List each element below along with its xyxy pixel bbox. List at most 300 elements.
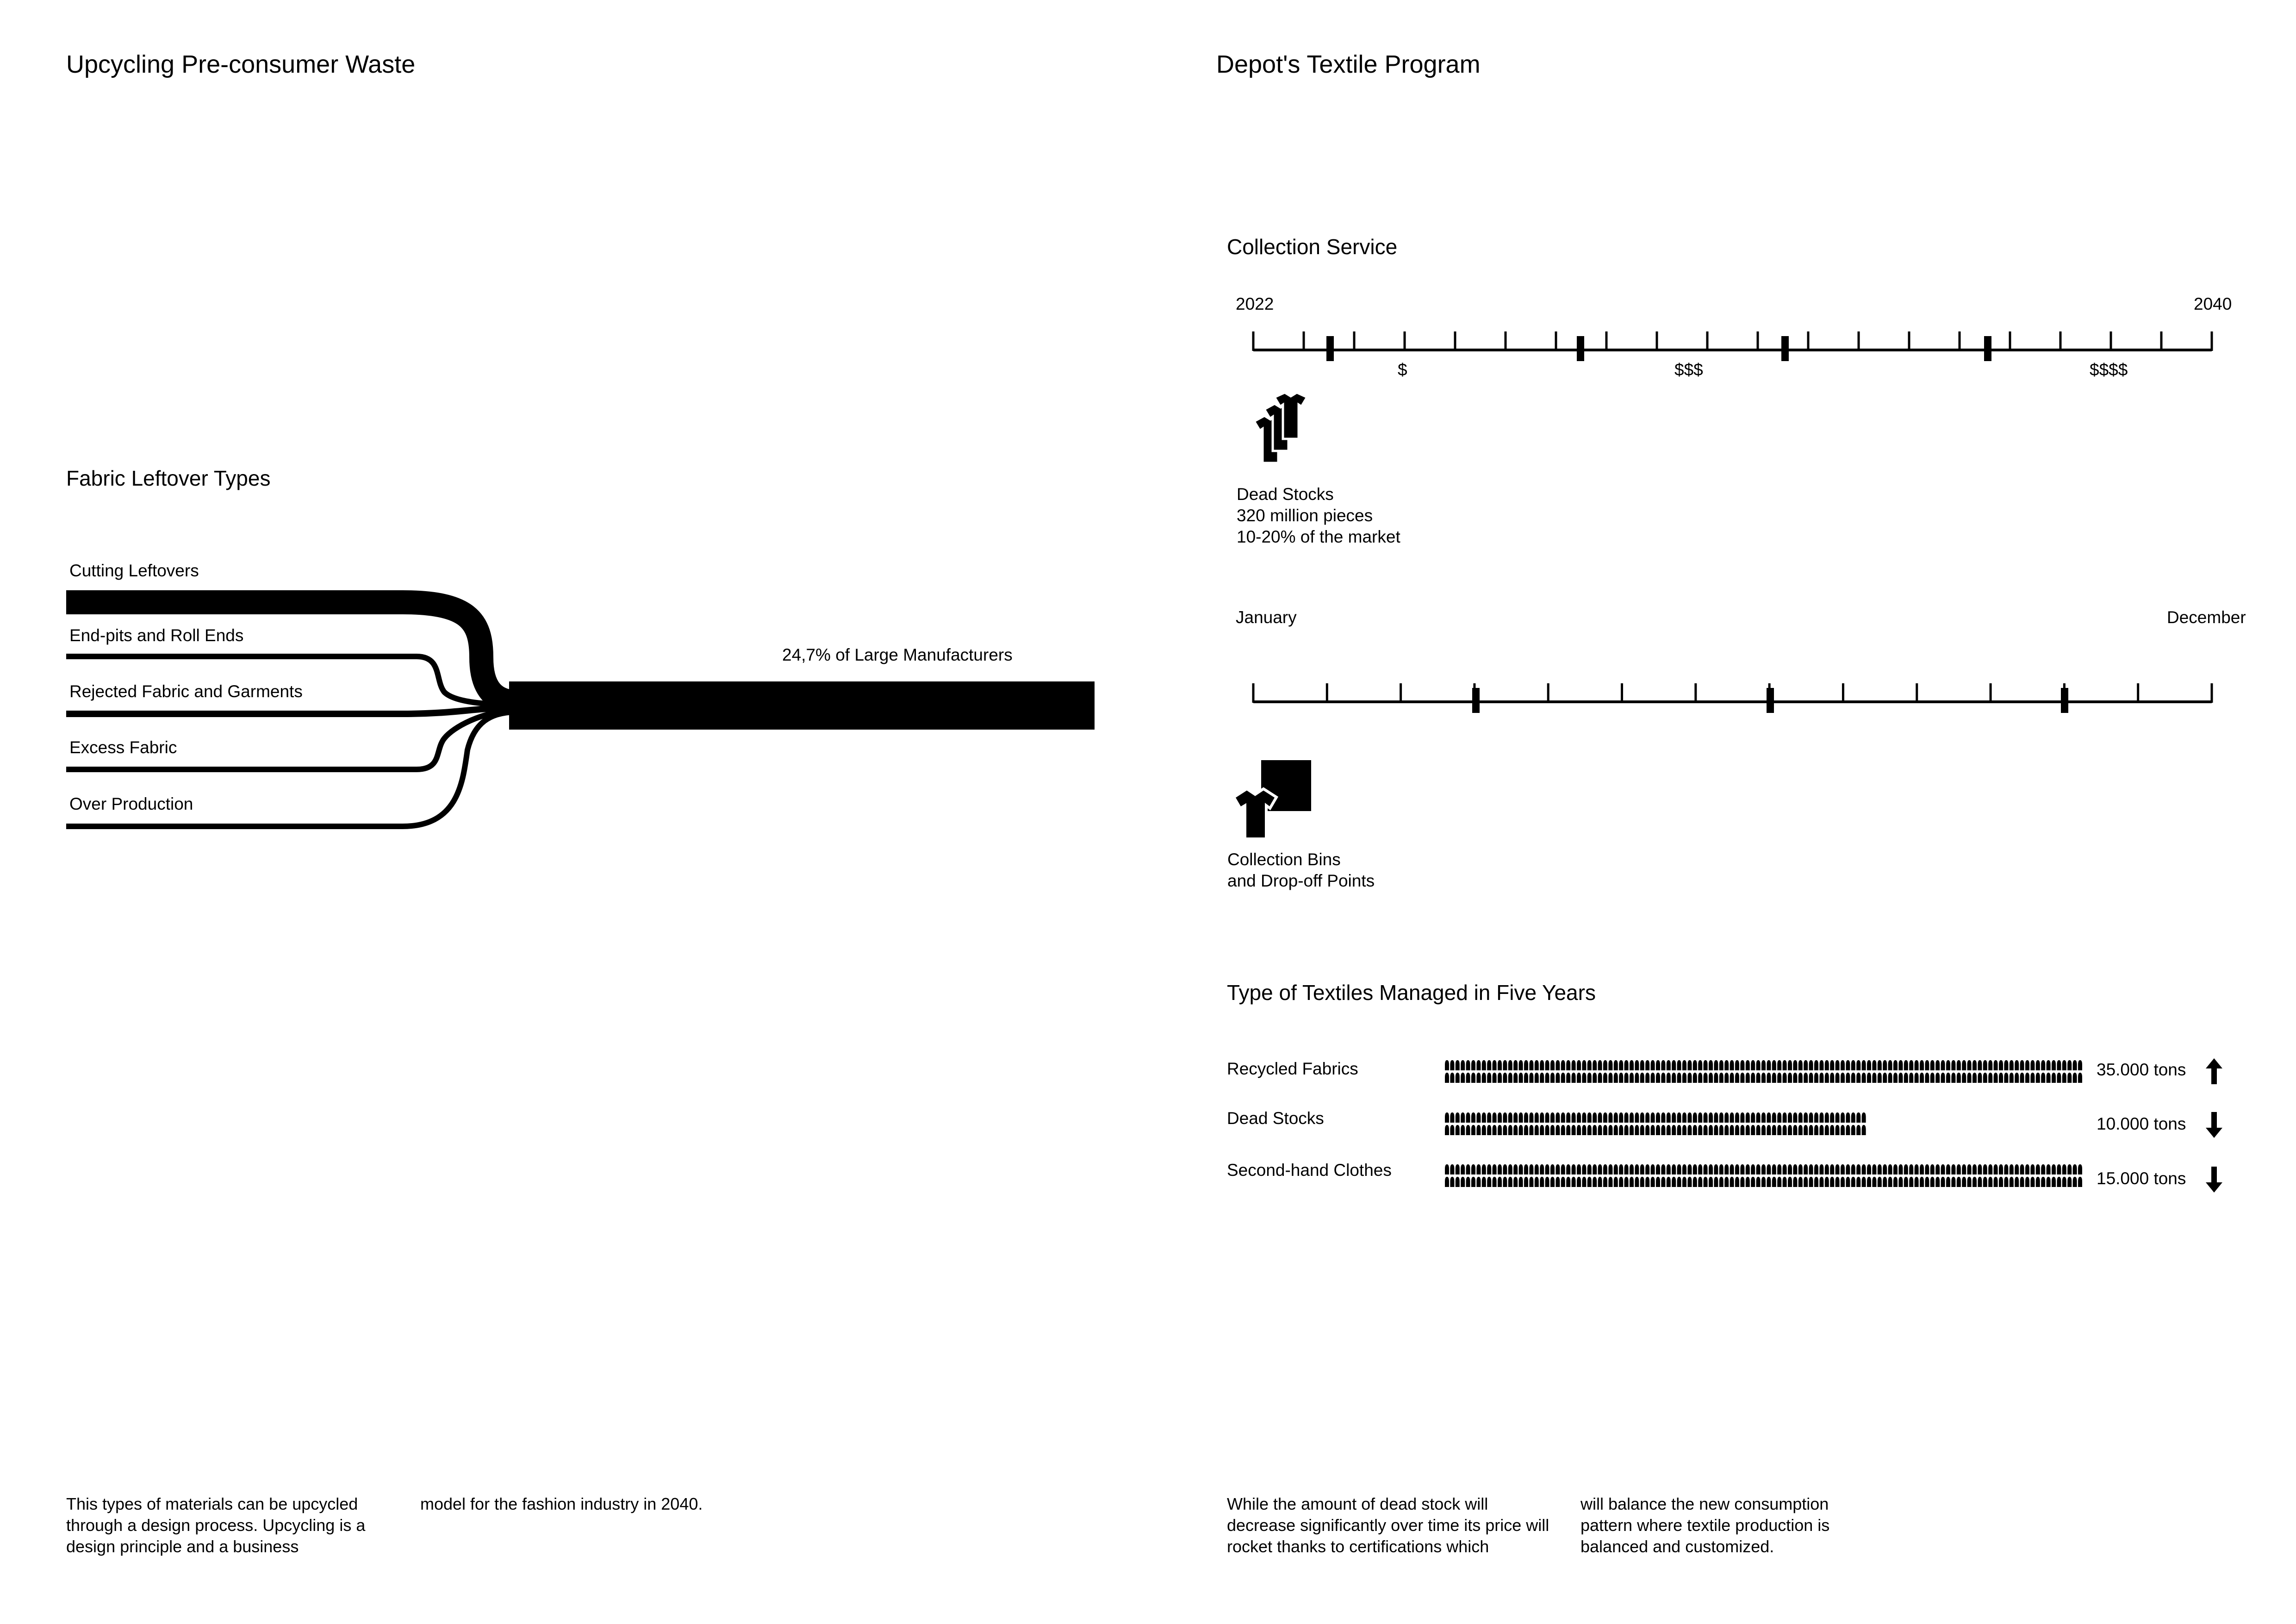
person-icon [1519,1073,1523,1083]
pictograph-row [1445,1164,2082,1187]
person-icon [1788,1164,1792,1174]
person-icon [1972,1164,1977,1174]
person-icon [1587,1073,1592,1083]
person-icon [1445,1112,1449,1123]
person-icon [1714,1060,1718,1070]
person-icon [1640,1125,1644,1135]
person-icon [1614,1060,1618,1070]
person-icon [1687,1125,1692,1135]
person-icon [1640,1060,1644,1070]
person-icon [1456,1125,1460,1135]
person-icon [1656,1112,1660,1123]
person-icon [1836,1060,1840,1070]
person-icon [1640,1073,1644,1083]
person-icon [1687,1164,1692,1174]
person-icon [1730,1177,1734,1187]
person-icon [1983,1060,1987,1070]
person-icon [1846,1164,1850,1174]
person-icon [1608,1125,1612,1135]
person-icon [1746,1125,1750,1135]
section-title-fabric-leftover: Fabric Leftover Types [66,466,271,490]
person-icon [1709,1060,1713,1070]
person-icon [1524,1112,1528,1123]
person-icon [1756,1177,1761,1187]
person-icon [1761,1073,1766,1083]
person-icon [1693,1112,1697,1123]
person-icon [1614,1125,1618,1135]
person-icon [2020,1177,2024,1187]
person-icon [1804,1073,1808,1083]
person-icon [1935,1177,1940,1187]
person-icon [1445,1125,1449,1135]
person-icon [2015,1177,2019,1187]
person-icon [1804,1177,1808,1187]
person-icon [1767,1164,1771,1174]
person-icon [1529,1177,1533,1187]
person-icon [1714,1164,1718,1174]
person-icon [1476,1164,1481,1174]
person-icon [1793,1073,1797,1083]
person-icon [1619,1177,1623,1187]
person-icon [1461,1073,1465,1083]
person-icon [1872,1073,1876,1083]
person-icon [2062,1164,2066,1174]
person-icon [1735,1177,1739,1187]
person-icon [2078,1073,2082,1083]
person-icon [1740,1112,1744,1123]
person-icon [1804,1125,1808,1135]
person-icon [2067,1177,2072,1187]
person-icon [1957,1177,1961,1187]
person-icon [1925,1060,1929,1070]
person-icon [2073,1073,2077,1083]
person-icon [1925,1073,1929,1083]
person-icon [1735,1164,1739,1174]
person-icon [1566,1164,1570,1174]
person-icon [1930,1073,1935,1083]
person-icon [1704,1073,1708,1083]
person-icon [1994,1177,1998,1187]
person-icon [1851,1060,1855,1070]
person-icon [1709,1112,1713,1123]
person-icon [1677,1060,1681,1070]
person-icon [1619,1125,1623,1135]
timeline1-price-mark: $$$$ [2090,360,2128,379]
person-icon [1851,1125,1855,1135]
person-icon [1909,1073,1913,1083]
person-icon [1672,1060,1676,1070]
person-icon [1730,1060,1734,1070]
person-icon [1841,1112,1845,1123]
person-icon [1471,1164,1475,1174]
person-icon [1667,1125,1671,1135]
person-icon [1983,1177,1987,1187]
person-icon [1698,1112,1702,1123]
person-icon [1508,1060,1512,1070]
person-icon [1714,1112,1718,1123]
person-icon [1724,1060,1729,1070]
person-icon [1577,1060,1581,1070]
textile-row-value: 15.000 tons [2097,1169,2186,1188]
person-icon [1682,1177,1686,1187]
person-icon [1487,1125,1491,1135]
person-icon [1471,1112,1475,1123]
person-icon [1898,1177,1903,1187]
person-icon [1471,1125,1475,1135]
person-icon [1614,1177,1618,1187]
person-icon [1550,1164,1555,1174]
person-icon [1730,1164,1734,1174]
person-icon [1445,1177,1449,1187]
person-icon [1836,1177,1840,1187]
person-icon [1994,1060,1998,1070]
person-icon [1513,1125,1518,1135]
person-icon [1867,1177,1871,1187]
person-icon [1635,1073,1639,1083]
person-icon [1772,1125,1776,1135]
person-icon [1598,1164,1602,1174]
person-icon [1598,1112,1602,1123]
person-icon [1482,1112,1486,1123]
person-icon [1624,1164,1629,1174]
person-icon [1656,1073,1660,1083]
person-icon [1603,1112,1607,1123]
person-icon [1587,1112,1592,1123]
person-icon [1946,1060,1950,1070]
person-icon [1819,1125,1823,1135]
person-icon [1988,1073,1992,1083]
arrow-down-icon [2205,1112,2223,1138]
person-icon [1809,1112,1813,1123]
person-icon [1930,1164,1935,1174]
person-icon [2036,1177,2040,1187]
person-icon [1450,1060,1454,1070]
textile-row-label: Second-hand Clothes [1227,1161,1392,1180]
person-icon [1946,1073,1950,1083]
person-icon [1450,1125,1454,1135]
person-icon [2030,1164,2035,1174]
person-icon [1809,1060,1813,1070]
caption-left-col2: model for the fashion industry in 2040. [420,1494,703,1513]
person-icon [1524,1125,1528,1135]
person-icon [1524,1164,1528,1174]
person-icon [1978,1177,1982,1187]
person-icon [1756,1073,1761,1083]
person-icon [1777,1164,1781,1174]
person-icon [1572,1060,1576,1070]
person-icon [1994,1073,1998,1083]
person-icon [2010,1060,2014,1070]
person-icon [1814,1073,1818,1083]
person-icon [1640,1177,1644,1187]
person-icon [1682,1060,1686,1070]
person-icon [1883,1177,1887,1187]
person-icon [2047,1177,2051,1187]
person-icon [1767,1177,1771,1187]
person-icon [1809,1164,1813,1174]
person-icon [2062,1177,2066,1187]
person-icon [1714,1125,1718,1135]
person-icon [1656,1060,1660,1070]
person-icon [1867,1164,1871,1174]
person-icon [1830,1112,1834,1123]
person-icon [1545,1060,1549,1070]
person-icon [1614,1164,1618,1174]
bins-title: Collection Bins [1227,850,1341,869]
person-icon [1498,1164,1502,1174]
person-icon [1841,1125,1845,1135]
person-icon [1587,1177,1592,1187]
person-icon [1709,1177,1713,1187]
person-icon [2036,1060,2040,1070]
person-icon [2073,1177,2077,1187]
person-icon [2025,1073,2029,1083]
person-icon [1783,1073,1787,1083]
caption-right-col1: While the amount of dead stock will decrease significantly over time its price will rocket thanks to certifications which [1227,1494,1549,1556]
person-icon [1561,1125,1565,1135]
person-icon [1735,1125,1739,1135]
person-icon [1862,1177,1866,1187]
person-icon [1719,1164,1724,1174]
person-icon [1978,1060,1982,1070]
person-icon [2078,1060,2082,1070]
sankey-source-label: Cutting Leftovers [69,561,199,580]
person-icon [1577,1073,1581,1083]
person-icon [1724,1073,1729,1083]
person-icon [1503,1073,1507,1083]
person-icon [1456,1177,1460,1187]
person-icon [1825,1112,1829,1123]
person-icon [1846,1073,1850,1083]
person-icon [2047,1060,2051,1070]
person-icon [1783,1164,1787,1174]
person-icon [2041,1164,2045,1174]
person-icon [1651,1125,1655,1135]
person-icon [1498,1125,1502,1135]
person-icon [2067,1164,2072,1174]
person-icon [1751,1112,1755,1123]
person-icon [2020,1164,2024,1174]
person-icon [1593,1125,1597,1135]
person-icon [1508,1073,1512,1083]
person-icon [1556,1060,1560,1070]
person-icon [1682,1125,1686,1135]
person-icon [1746,1177,1750,1187]
person-icon [1524,1177,1528,1187]
person-icon [1830,1060,1834,1070]
person-icon [1972,1060,1977,1070]
person-icon [1957,1073,1961,1083]
person-icon [1645,1164,1649,1174]
person-icon [1872,1164,1876,1174]
person-icon [1556,1112,1560,1123]
person-icon [1535,1112,1539,1123]
person-icon [1540,1177,1544,1187]
pictograph-row [1445,1112,1866,1135]
person-icon [1587,1164,1592,1174]
person-icon [1967,1073,1972,1083]
person-icon [1862,1112,1866,1123]
person-icon [1667,1073,1671,1083]
person-icon [1951,1060,1955,1070]
person-icon [1566,1125,1570,1135]
person-icon [1761,1164,1766,1174]
person-icon [1561,1112,1565,1123]
person-icon [1851,1073,1855,1083]
person-icon [1582,1073,1586,1083]
person-icon [1704,1125,1708,1135]
person-icon [1772,1112,1776,1123]
person-icon [1476,1177,1481,1187]
person-icon [1556,1125,1560,1135]
person-icon [1540,1073,1544,1083]
person-icon [1740,1177,1744,1187]
person-icon [1508,1125,1512,1135]
person-icon [1724,1177,1729,1187]
person-icon [2073,1164,2077,1174]
person-icon [1619,1164,1623,1174]
person-icon [1461,1164,1465,1174]
person-icon [1466,1125,1470,1135]
timeline1-start-label: 2022 [1236,294,1274,313]
person-icon [1893,1177,1898,1187]
person-icon [1962,1060,1966,1070]
person-icon [1545,1164,1549,1174]
person-icon [1836,1073,1840,1083]
person-icon [1941,1177,1945,1187]
person-icon [1841,1164,1845,1174]
person-icon [1672,1112,1676,1123]
person-icon [1461,1177,1465,1187]
person-icon [1777,1060,1781,1070]
person-icon [1751,1164,1755,1174]
person-icon [1751,1177,1755,1187]
person-icon [2041,1073,2045,1083]
person-icon [1909,1060,1913,1070]
person-icon [1893,1164,1898,1174]
person-icon [1519,1125,1523,1135]
person-icon [1704,1060,1708,1070]
person-icon [1687,1060,1692,1070]
person-icon [1893,1073,1898,1083]
person-icon [1719,1112,1724,1123]
person-icon [1783,1060,1787,1070]
person-icon [1983,1164,1987,1174]
person-icon [1904,1164,1908,1174]
person-icon [1608,1164,1612,1174]
person-icon [1450,1164,1454,1174]
person-icon [1493,1060,1497,1070]
person-icon [1836,1164,1840,1174]
person-icon [1904,1177,1908,1187]
person-icon [2036,1073,2040,1083]
person-icon [1503,1060,1507,1070]
person-icon [1540,1112,1544,1123]
person-icon [1883,1060,1887,1070]
person-icon [1661,1073,1665,1083]
person-icon [2062,1073,2066,1083]
person-icon [1951,1073,1955,1083]
person-icon [1883,1073,1887,1083]
person-icon [1619,1073,1623,1083]
person-icon [1709,1073,1713,1083]
person-icon [1572,1112,1576,1123]
person-icon [1550,1112,1555,1123]
person-icon [1846,1125,1850,1135]
section-title-textiles: Type of Textiles Managed in Five Years [1227,981,1596,1005]
person-icon [1920,1177,1924,1187]
person-icon [1788,1112,1792,1123]
dead-stocks-count: 320 million pieces [1237,506,1373,525]
person-icon [2078,1177,2082,1187]
person-icon [1693,1177,1697,1187]
person-icon [1862,1125,1866,1135]
person-icon [1593,1060,1597,1070]
person-icon [2010,1177,2014,1187]
person-icon [1788,1177,1792,1187]
person-icon [1550,1177,1555,1187]
person-icon [1540,1125,1544,1135]
person-icon [1999,1177,2003,1187]
person-icon [1830,1164,1834,1174]
person-icon [1529,1060,1533,1070]
person-icon [1883,1164,1887,1174]
person-icon [1756,1164,1761,1174]
person-icon [1603,1164,1607,1174]
person-icon [1535,1164,1539,1174]
person-icon [1772,1164,1776,1174]
person-icon [1687,1112,1692,1123]
person-icon [1582,1164,1586,1174]
person-icon [1513,1164,1518,1174]
person-icon [1661,1060,1665,1070]
person-icon [1698,1073,1702,1083]
person-icon [1719,1125,1724,1135]
bins-subtitle: and Drop-off Points [1227,871,1375,890]
person-icon [1819,1060,1823,1070]
textile-row-value: 35.000 tons [2097,1060,2186,1079]
person-icon [2030,1060,2035,1070]
person-icon [1709,1164,1713,1174]
person-icon [1819,1177,1823,1187]
person-icon [1888,1177,1892,1187]
person-icon [1693,1060,1697,1070]
person-icon [2041,1177,2045,1187]
person-icon [1920,1164,1924,1174]
person-icon [1751,1125,1755,1135]
person-icon [1635,1112,1639,1123]
person-icon [1867,1060,1871,1070]
person-icon [1635,1125,1639,1135]
person-icon [1951,1177,1955,1187]
person-icon [1482,1060,1486,1070]
person-icon [1915,1060,1919,1070]
person-icon [1466,1060,1470,1070]
person-icon [1550,1125,1555,1135]
person-icon [1994,1164,1998,1174]
person-icon [2052,1164,2056,1174]
person-icon [1630,1125,1634,1135]
person-icon [1988,1060,1992,1070]
arrow-down-icon [2205,1167,2223,1193]
page-title-right: Depot's Textile Program [1216,50,1481,78]
person-icon [1645,1125,1649,1135]
timeline2-start-label: January [1236,608,1297,627]
person-icon [1724,1164,1729,1174]
person-icon [1724,1112,1729,1123]
person-icon [2047,1164,2051,1174]
person-icon [1519,1112,1523,1123]
